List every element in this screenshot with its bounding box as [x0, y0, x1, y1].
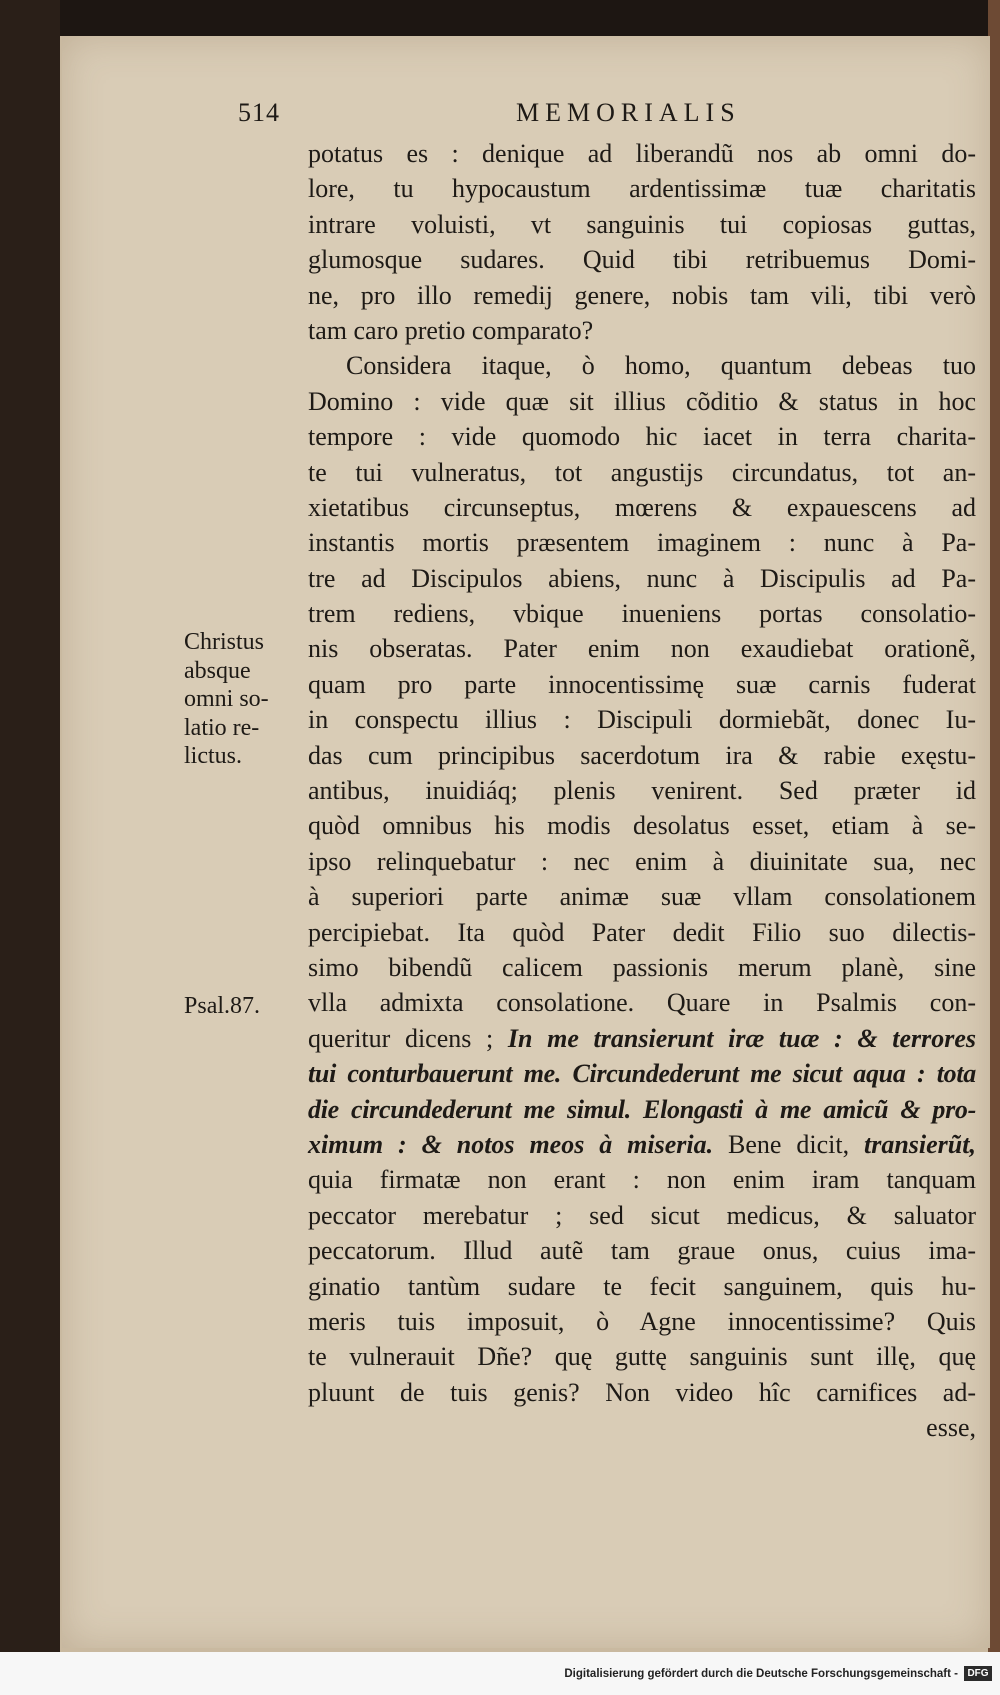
margin-note-line: Psal.87. [184, 993, 261, 1019]
text-line: glumosque sudares. Quid tibi retribuemus Domi- [308, 245, 976, 275]
text-line: instantis mortis præsentem imaginem : nunc à Pa- [308, 528, 976, 558]
text-line: antibus, inuidiáq; plenis venirent. Sed præter id [308, 776, 976, 806]
margin-note-line: latio re- [184, 714, 260, 741]
main-text [308, 136, 976, 1445]
text-line: in conspectu illius : Discipuli dormiebãt, donec Iu- [308, 705, 976, 735]
scan-top-edge [0, 0, 1000, 36]
margin-note-line: Christus [184, 629, 265, 655]
book-page [62, 36, 990, 1648]
text-line: peccator merebatur ; sed sicut medicus, & saluator [308, 1200, 976, 1230]
text-line: ginatio tantùm sudare te fecit sanguinem, quis hu- [308, 1271, 976, 1301]
margin-note-line: absque [184, 657, 251, 684]
text-line: pluunt de tuis genis? Non video hîc carnifices ad- [308, 1377, 976, 1407]
text-line: vlla admixta consolatione. Quare in Psalmis con- [308, 988, 976, 1018]
page-header [62, 98, 990, 138]
text-span: queritur dicens ; [308, 1023, 508, 1053]
page-number: 514 [238, 98, 280, 127]
text-line: te vulnerauit Dñe? quę guttę sanguinis sunt illę, quę [308, 1342, 976, 1372]
text-line: das cum principibus sacerdotum ira & rabie exęstu- [308, 740, 976, 770]
margin-note-line: omni so- [184, 686, 269, 713]
text-line: tui conturbauerunt me. Circundederunt me sicut aqua : tota [308, 1059, 976, 1089]
text-line: intrare voluisti, vt sanguinis tui copiosas guttas, [308, 209, 976, 239]
text-line: meris tuis imposuit, ò Agne innocentissime? Quis [308, 1306, 976, 1336]
text-span: Bene dicit, [713, 1129, 864, 1159]
text-line: te tui vulneratus, tot angustijs circundatus, tot an- [308, 457, 976, 487]
text-line: tam caro pretio comparato? [308, 315, 594, 345]
text-line: die circundederunt me simul. Elongasti à me amicũ & pro- [308, 1094, 976, 1124]
text-line: percipiebat. Ita quòd Pater dedit Filio suo dilectis- [308, 917, 976, 947]
text-line: quia firmatæ non erant : non enim iram tanquam [308, 1165, 976, 1195]
text-line: trem rediens, vbique inueniens portas consolatio- [308, 599, 976, 629]
text-line [308, 1021, 976, 1056]
text-line [308, 1127, 976, 1162]
text-line: à superiori parte animæ suæ vllam consolationem [308, 882, 976, 912]
text-line: esse, [926, 1413, 976, 1443]
text-line: nis obseratas. Pater enim non exaudiebat orationẽ, [308, 634, 976, 664]
text-line: peccatorum. Illud autẽ tam graue onus, cuius ima- [308, 1236, 976, 1266]
text-line: ipso relinquebatur : nec enim à diuinitate sua, nec [308, 846, 976, 876]
text-line: simo bibendũ calicem passionis merum planè, sine [308, 952, 976, 982]
quotation-span: ximum : & notos meos à miseria. [308, 1129, 714, 1159]
text-line: Considera itaque, ò homo, quantum debeas tuo [346, 351, 976, 381]
text-line: Domino : vide quæ sit illius cõditio & status in hoc [308, 386, 976, 416]
text-line: potatus es : denique ad liberandũ nos ab omni do- [308, 139, 976, 168]
text-line: quòd omnibus his modis desolatus esset, etiam à se- [308, 811, 976, 841]
digitization-footer [0, 1652, 1000, 1695]
text-line: xietatibus circunseptus, mœrens & expauescens ad [308, 492, 976, 522]
text-line: tempore : vide quomodo hic iacet in terra charita- [308, 422, 976, 452]
margin-note-christus [184, 628, 304, 771]
margin-note-psalm [184, 992, 304, 1021]
running-title: MEMORIALIS [516, 98, 741, 127]
text-line: lore, tu hypocaustum ardentissimæ tuæ charitatis [308, 174, 976, 204]
dfg-logo-icon: DFG [964, 1666, 992, 1681]
text-line: tre ad Discipulos abiens, nunc à Discipulis ad Pa- [308, 563, 976, 593]
margin-note-line: lictus. [184, 743, 242, 770]
quotation-span: transierũt, [864, 1129, 976, 1159]
quotation-span: In me transierunt iræ tuæ : & terrores [507, 1023, 976, 1053]
text-line: ne, pro illo remedij genere, nobis tam vili, tibi verò [308, 280, 976, 310]
scan-left-edge [0, 0, 60, 1652]
text-line: quam pro parte innocentissimę suæ carnis fuderat [308, 669, 976, 699]
footer-credit: Digitalisierung gefördert durch die Deutsche Forschungsgemeinschaft - [564, 1668, 958, 1680]
